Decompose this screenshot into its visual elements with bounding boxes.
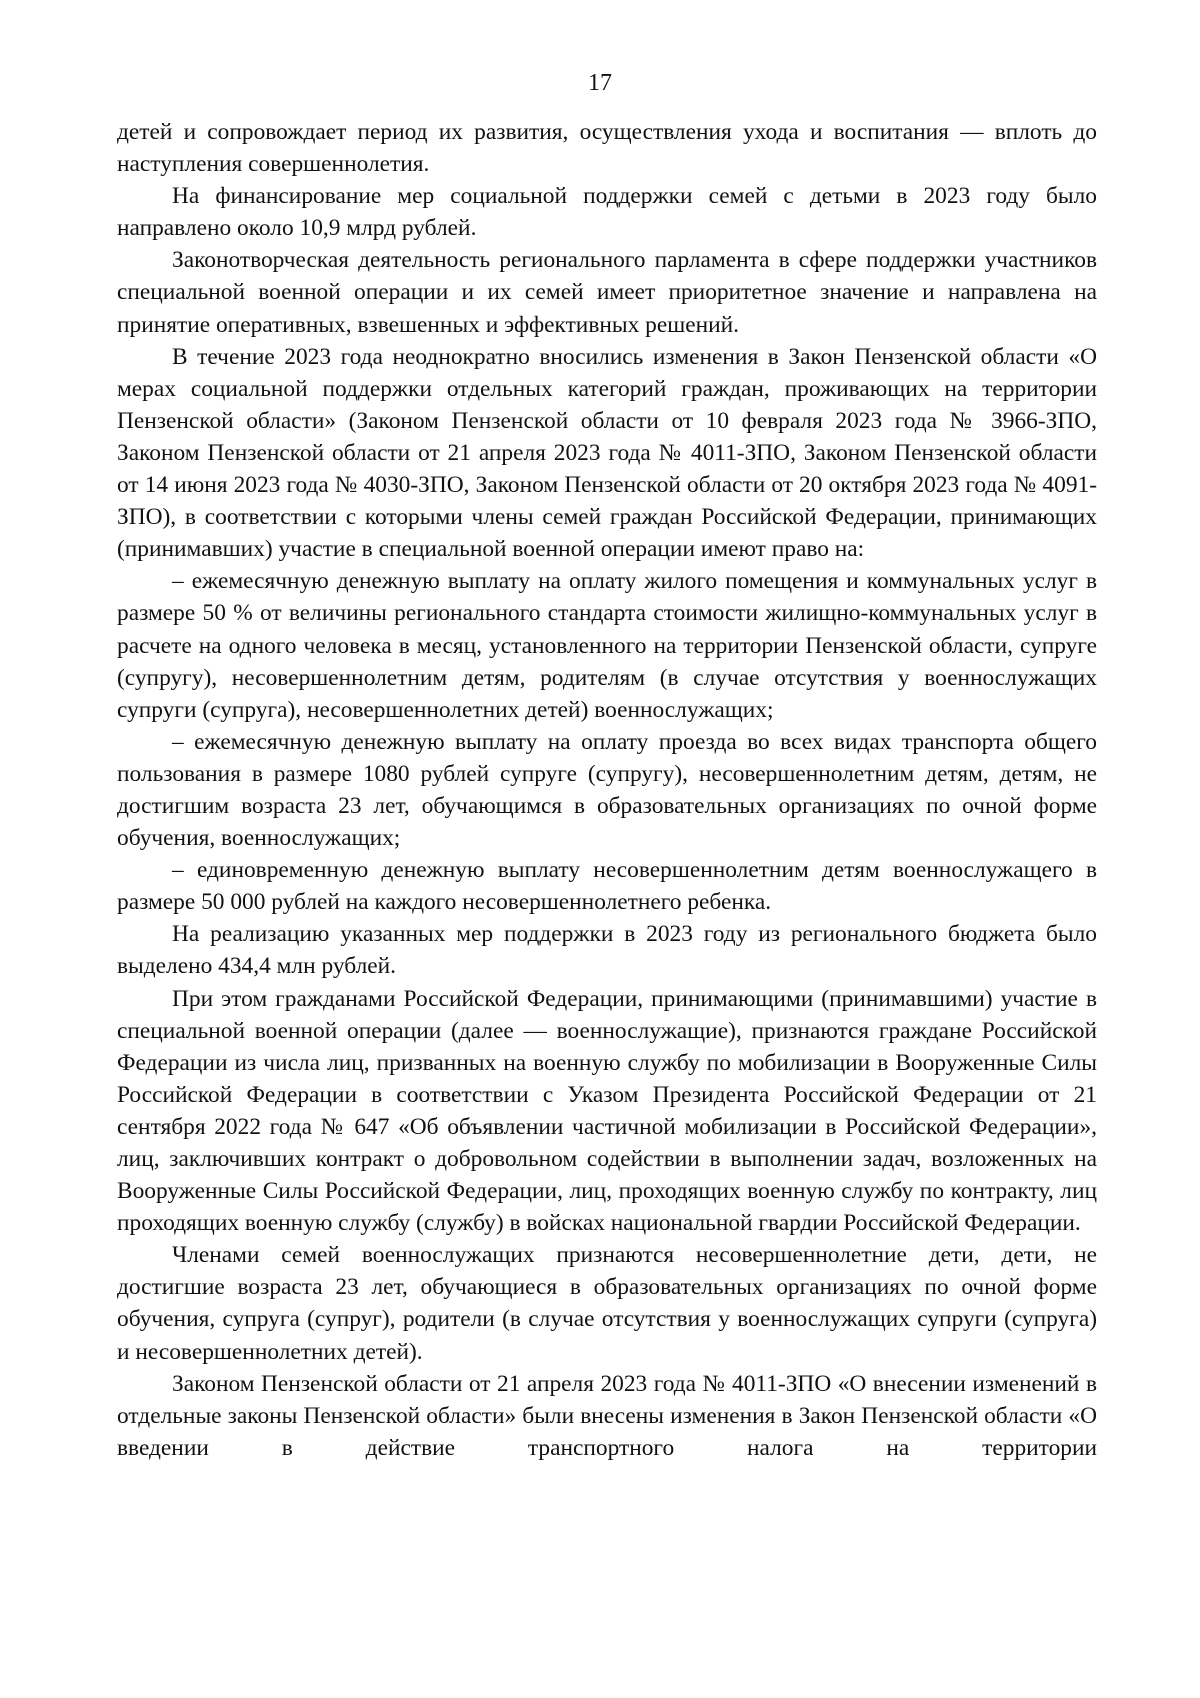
paragraph-legislative-activity: Законотворческая деятельность регионального парламента в сфере поддержки участников специальной военной операции и их семей имеет приоритетное значение и направлена на принятие оперативных, взвешенных и эффективных решений. <box>117 247 1097 338</box>
paragraph-transport-tax-law: Законом Пензенской области от 21 апреля 2023 года № 4011-ЗПО «О внесении изменений в отдельные законы Пензенской области» были внесены изменения в Закон Пензенской области «О введении в действие транспортного налога на территории <box>117 1370 1097 1461</box>
list-item-housing-payment: – ежемесячную денежную выплату на оплату жилого помещения и коммунальных услуг в размере 50 % от величины регионального стандарта стоимости жилищно-коммунальных услуг в расчете на одного человека в месяц, установленного на территории Пензенской области, супруге (супругу), несовершеннолетним детям, родителям (в случае отсутствия у военнослужащих супруги (супруга), несовершеннолетних детей) военнослужащих; <box>117 568 1097 723</box>
document-body <box>117 116 1097 1464</box>
paragraph-funding-families: На финансирование мер социальной поддержки семей с детьми в 2023 году было направлено около 10,9 млрд рублей. <box>117 183 1097 242</box>
paragraph-budget-allocation: На реализацию указанных мер поддержки в 2023 году из регионального бюджета было выделено 434,4 млн рублей. <box>117 921 1097 980</box>
paragraph-law-amendments: В течение 2023 года неоднократно вносились изменения в Закон Пензенской области «О мерах социальной поддержки отдельных категорий граждан, проживающих на территории Пензенской области» (Законом Пензенской области от 10 февраля 2023 года № 3966-ЗПО, Законом Пензенской области от 21 апреля 2023 года № 4011-ЗПО, Законом Пензенской области от 14 июня 2023 года № 4030-ЗПО, Законом Пензенской области от 20 октября 2023 года № 4091-ЗПО), в соответствии с которыми члены семей граждан Российской Федерации, принимающих (принимавших) участие в специальной военной операции имеют право на: <box>117 343 1097 563</box>
paragraph-servicemen-definition: При этом гражданами Российской Федерации, принимающими (принимавшими) участие в специальной военной операции (далее — военнослужащие), признаются граждане Российской Федерации из числа лиц, призванных на военную службу по мобилизации в Вооруженные Силы Российской Федерации в соответствии с Указом Президента Российской Федерации от 21 сентября 2022 года № 647 «Об объявлении частичной мобилизации в Российской Федерации», лиц, заключивших контракт о добровольном содействии в выполнении задач, возложенных на Вооруженные Силы Российской Федерации, лиц, проходящих военную службу по контракту, лиц проходящих военную службу (службу) в войсках национальной гвардии Российской Федерации. <box>117 985 1097 1237</box>
page-number: 17 <box>588 70 612 96</box>
paragraph-family-members-definition: Членами семей военнослужащих признаются несовершеннолетние дети, дети, не достигшие возраста 23 лет, обучающиеся в образовательных организациях по очной форме обучения, супруга (супруг), родители (в случае отсутствия у военнослужащих супруги (супруга) и несовершеннолетних детей). <box>117 1242 1097 1365</box>
paragraph-continuation: детей и сопровождает период их развития, осуществления ухода и воспитания — вплоть до наступления совершеннолетия. <box>117 119 1097 178</box>
list-item-lump-sum-payment: – единовременную денежную выплату несовершеннолетним детям военнослужащего в размере 50 000 рублей на каждого несовершеннолетнего ребенка. <box>117 857 1097 916</box>
list-item-transport-payment: – ежемесячную денежную выплату на оплату проезда во всех видах транспорта общего пользования в размере 1080 рублей супруге (супругу), несовершеннолетним детям, детям, не достигшим возраста 23 лет, обучающимся в образовательных организациях по очной форме обучения, военнослужащих; <box>117 728 1097 852</box>
